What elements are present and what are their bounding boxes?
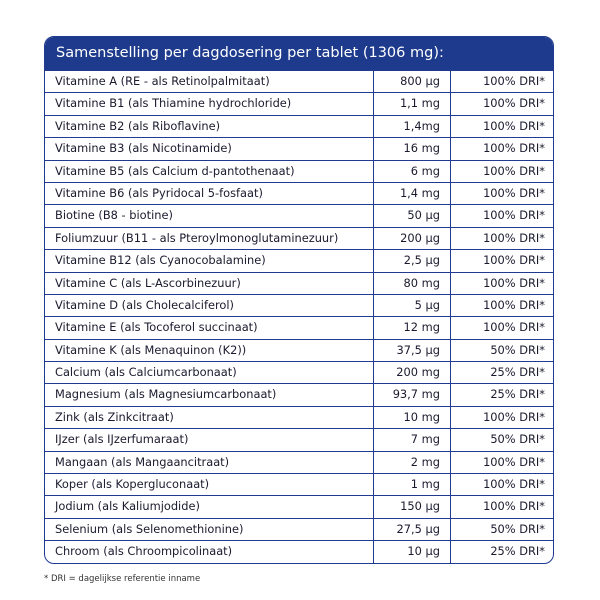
dri-cell: 100% DRI* xyxy=(483,208,545,223)
nutrient-name-cell: Zink (als Zinkcitraat) xyxy=(45,407,374,428)
nutrient-name-cell: Vitamine K (als Menaquinon (K2)) xyxy=(45,340,374,361)
table-row xyxy=(45,473,553,495)
nutrient-name-cell: Vitamine E (als Tocoferol succinaat) xyxy=(45,317,374,338)
table-row xyxy=(45,160,553,182)
table-row xyxy=(45,227,553,249)
amount-cell: 10 µg xyxy=(374,541,451,562)
nutrient-name-cell: Biotine (B8 - biotine) xyxy=(45,205,374,226)
amount-cell: 150 µg xyxy=(374,496,451,517)
table-row xyxy=(45,406,553,428)
table-row xyxy=(45,428,553,450)
nutrient-name-cell: Jodium (als Kaliumjodide) xyxy=(45,496,374,517)
dri-cell: 100% DRI* xyxy=(483,185,545,200)
amount-cell: 80 mg xyxy=(374,273,451,294)
dri-cell: 100% DRI* xyxy=(483,118,545,133)
table-row xyxy=(45,92,553,114)
nutrient-name-cell: Vitamine B6 (als Pyridocal 5-fosfaat) xyxy=(45,183,374,204)
amount-cell: 2 mg xyxy=(374,452,451,473)
amount-cell: 16 mg xyxy=(374,138,451,159)
nutrient-name-cell: Vitamine B12 (als Cyanocobalamine) xyxy=(45,250,374,271)
table-row xyxy=(45,361,553,383)
nutrient-name-cell: Vitamine A (RE - als Retinolpalmitaat) xyxy=(45,71,374,92)
nutrient-name-cell: Selenium (als Selenomethionine) xyxy=(45,519,374,540)
amount-cell: 1,4mg xyxy=(374,116,451,137)
dri-cell: 100% DRI* xyxy=(483,320,545,335)
dri-cell: 25% DRI* xyxy=(490,544,545,559)
amount-cell: 37,5 µg xyxy=(374,340,451,361)
dri-cell: 50% DRI* xyxy=(490,521,545,536)
table-row xyxy=(45,451,553,473)
table-row xyxy=(45,294,553,316)
dri-cell: 100% DRI* xyxy=(483,477,545,492)
table-row xyxy=(45,495,553,517)
nutrient-name-cell: Vitamine B1 (als Thiamine hydrochloride) xyxy=(45,93,374,114)
table-row xyxy=(45,383,553,405)
table-row xyxy=(45,182,553,204)
dri-cell: 100% DRI* xyxy=(483,253,545,268)
amount-cell: 1 mg xyxy=(374,474,451,495)
nutrient-name-cell: Calcium (als Calciumcarbonaat) xyxy=(45,362,374,383)
amount-cell: 27,5 µg xyxy=(374,519,451,540)
table-row xyxy=(45,272,553,294)
amount-cell: 93,7 mg xyxy=(374,384,451,405)
nutrient-name-cell: IJzer (als IJzerfumaraat) xyxy=(45,429,374,450)
dri-cell: 50% DRI* xyxy=(490,342,545,357)
nutrient-name-cell: Foliumzuur (B11 - als Pteroylmonoglutaminezuur) xyxy=(45,228,374,249)
nutrient-name-cell: Vitamine C (als L-Ascorbinezuur) xyxy=(45,273,374,294)
amount-cell: 10 mg xyxy=(374,407,451,428)
amount-cell: 50 µg xyxy=(374,205,451,226)
dri-cell: 25% DRI* xyxy=(490,365,545,380)
dri-cell: 100% DRI* xyxy=(483,409,545,424)
nutrient-name-cell: Koper (als Kopergluconaat) xyxy=(45,474,374,495)
table-row xyxy=(45,137,553,159)
amount-cell: 5 µg xyxy=(374,295,451,316)
amount-cell: 200 mg xyxy=(374,362,451,383)
amount-cell: 200 µg xyxy=(374,228,451,249)
table-row xyxy=(45,204,553,226)
table-row xyxy=(45,316,553,338)
table-row xyxy=(45,339,553,361)
nutrient-name-cell: Vitamine B2 (als Riboflavine) xyxy=(45,116,374,137)
nutrient-name-cell: Vitamine B3 (als Nicotinamide) xyxy=(45,138,374,159)
table-row xyxy=(45,540,553,562)
nutrient-name-cell: Vitamine D (als Cholecalciferol) xyxy=(45,295,374,316)
nutrition-table xyxy=(44,36,554,564)
table-row xyxy=(45,70,553,92)
dri-cell: 100% DRI* xyxy=(483,74,545,88)
dri-cell: 100% DRI* xyxy=(483,230,545,245)
dri-cell: 100% DRI* xyxy=(483,141,545,156)
table-row xyxy=(45,518,553,540)
table-rows xyxy=(45,70,553,563)
dri-cell: 50% DRI* xyxy=(490,432,545,447)
amount-cell: 2,5 µg xyxy=(374,250,451,271)
nutrient-name-cell: Vitamine B5 (als Calcium d-pantothenaat) xyxy=(45,161,374,182)
dri-cell: 25% DRI* xyxy=(490,387,545,402)
dri-cell: 100% DRI* xyxy=(483,163,545,178)
amount-cell: 7 mg xyxy=(374,429,451,450)
table-row xyxy=(45,115,553,137)
table-row xyxy=(45,249,553,271)
amount-cell: 12 mg xyxy=(374,317,451,338)
dri-cell: 100% DRI* xyxy=(483,297,545,312)
dri-cell: 100% DRI* xyxy=(483,275,545,290)
nutrient-name-cell: Mangaan (als Mangaancitraat) xyxy=(45,452,374,473)
nutrient-name-cell: Chroom (als Chroompicolinaat) xyxy=(45,541,374,562)
amount-cell: 1,4 mg xyxy=(374,183,451,204)
footnote: * DRI = dagelijkse referentie inname xyxy=(44,574,201,584)
table-title: Samenstelling per dagdosering per tablet (1306 mg): xyxy=(45,37,553,70)
nutrient-name-cell: Magnesium (als Magnesiumcarbonaat) xyxy=(45,384,374,405)
dri-cell: 100% DRI* xyxy=(483,499,545,514)
dri-cell: 100% DRI* xyxy=(483,96,545,111)
dri-cell: 100% DRI* xyxy=(483,454,545,469)
amount-cell: 800 µg xyxy=(374,71,451,92)
amount-cell: 6 mg xyxy=(374,161,451,182)
amount-cell: 1,1 mg xyxy=(374,93,451,114)
